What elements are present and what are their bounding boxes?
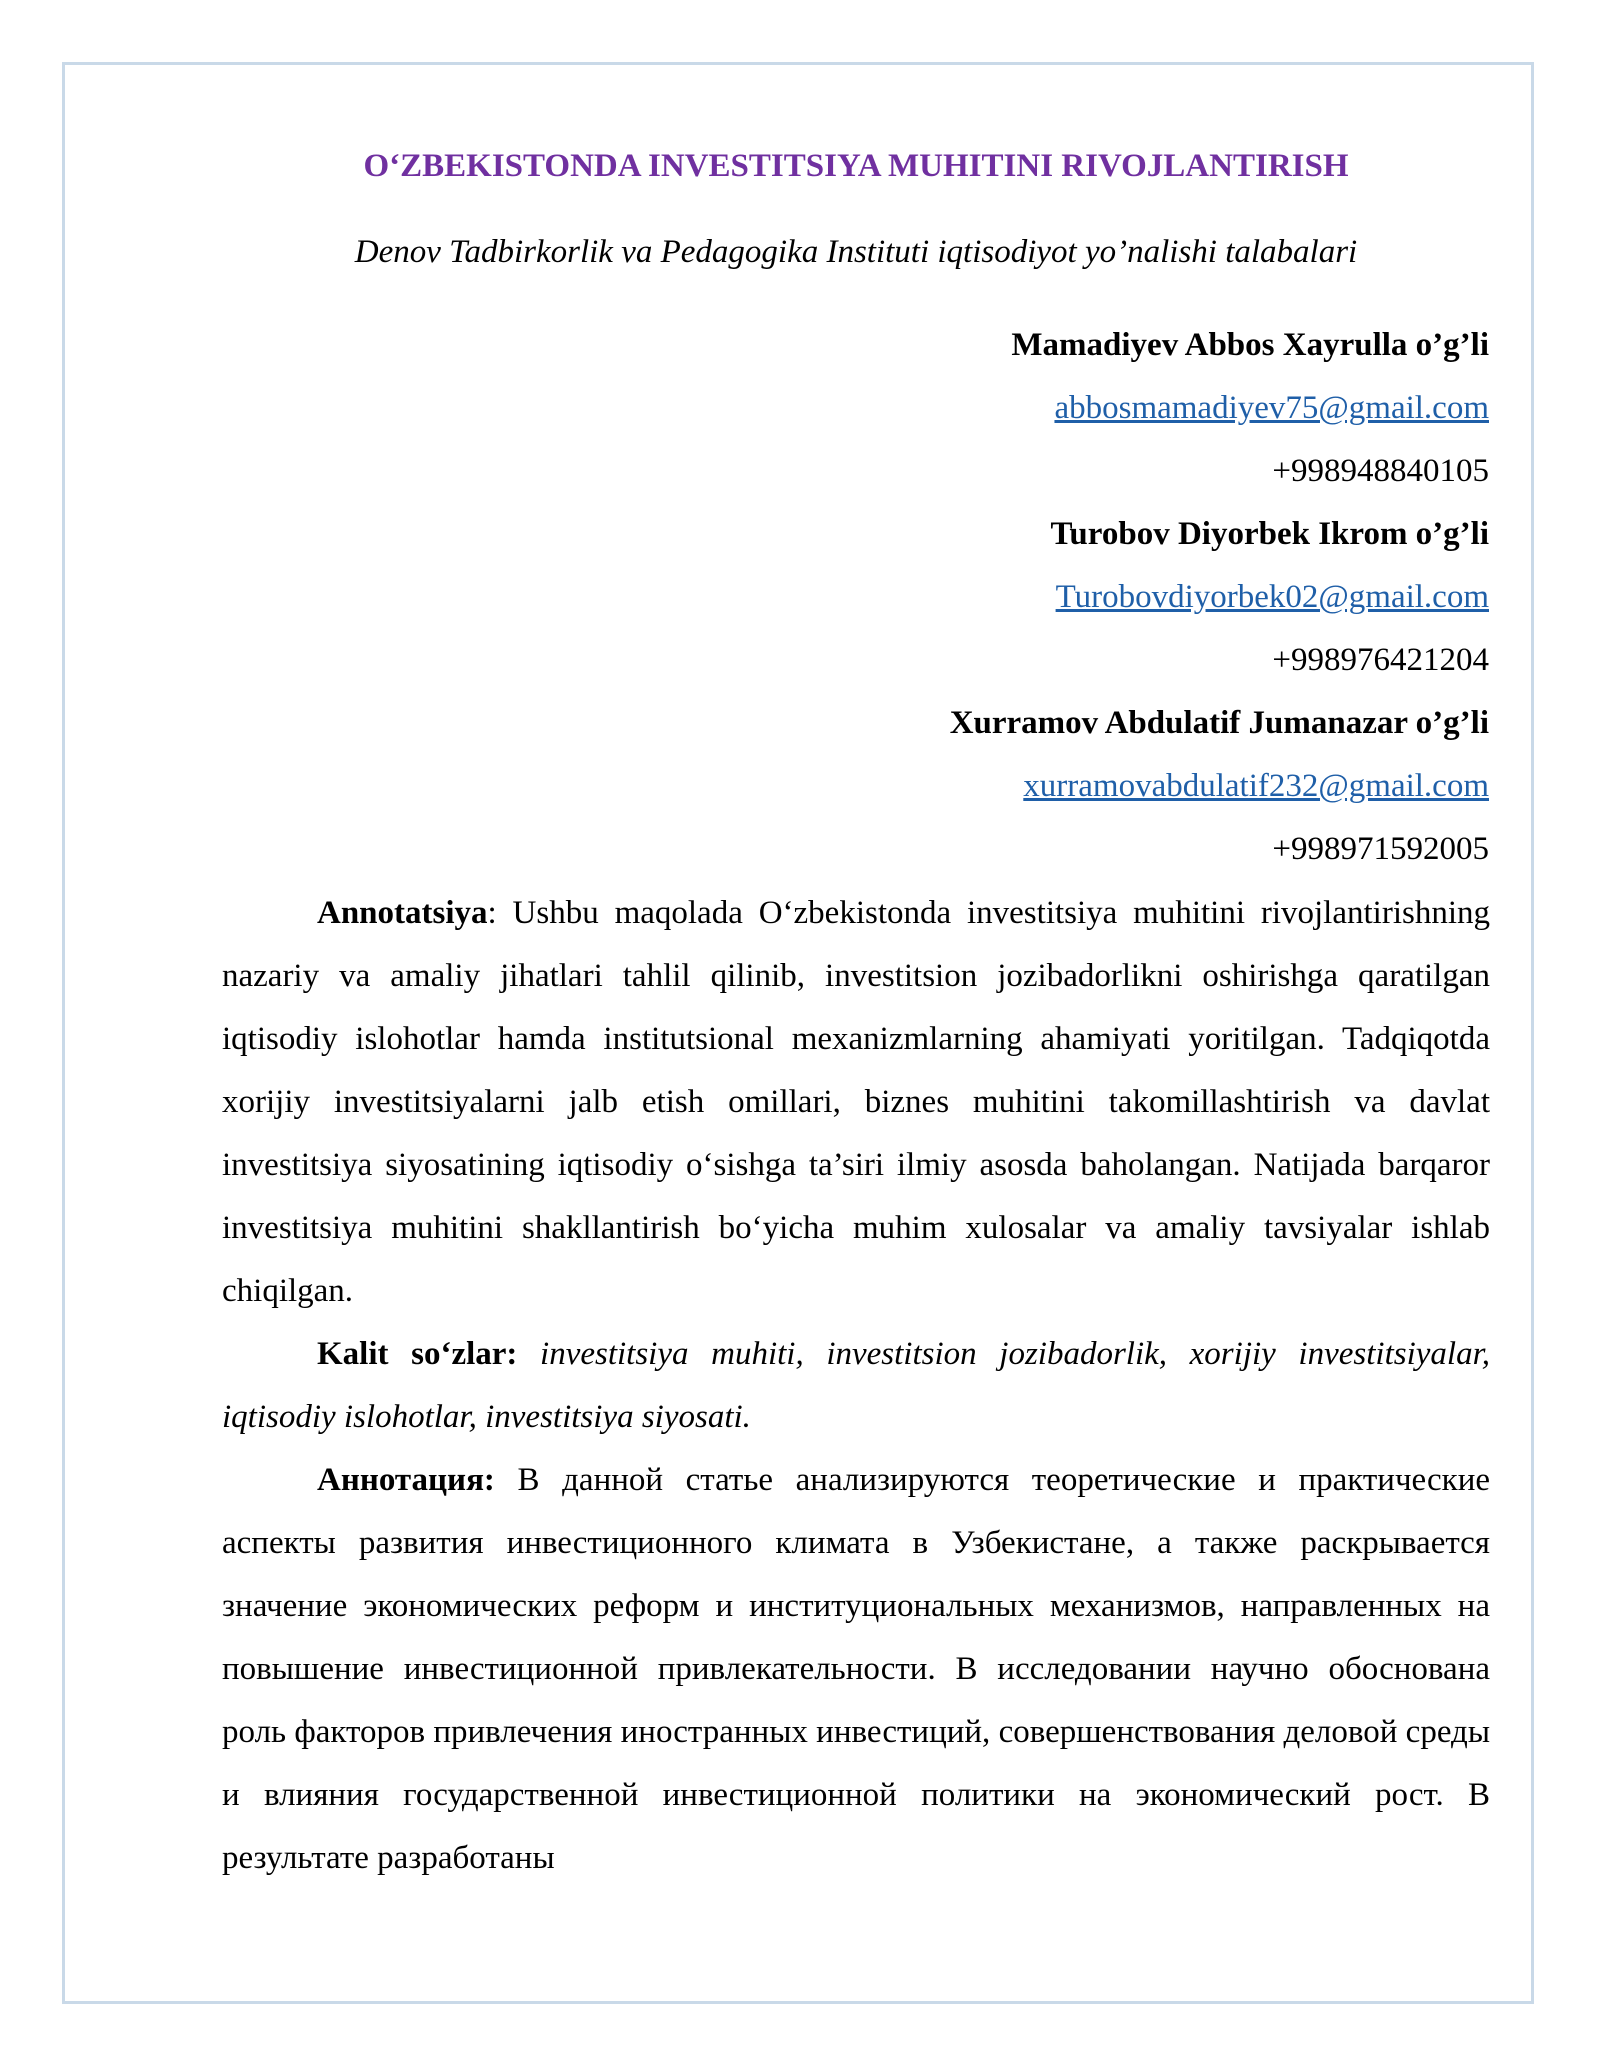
keywords-uzbek-label: Kalit so‘zlar: (317, 1336, 518, 1372)
author-list (221, 314, 1489, 881)
author-affiliation: Denov Tadbirkorlik va Pedagogika Instituti iqtisodiyot yo’nalishi talabalari (354, 234, 1358, 270)
annotation-russian (222, 1449, 1490, 1890)
author-email-link[interactable]: Turobovdiyorbek02@gmail.com (1055, 579, 1489, 615)
annotation-uzbek-text: Ushbu maqolada O‘zbekistonda investitsiya muhitini rivojlantirishning nazariy va amaliy jihatlari tahlil qilinib, investitsion jozibadorlikni oshirishga qaratilgan iqtisodiy islohotlar hamda institutsional mexanizmlarning ahamiyati yoritilgan. Tadqiqotda xorijiy investitsiyalarni jalb etish omillari, biznes muhitini takomillashtirish va davlat investitsiya siyosatining iqtisodiy o‘sishga ta’siri ilmiy asosda baholangan. Natijada barqaror investitsiya muhitini shakllantirish bo‘yicha muhim xulosalar va amaliy tavsiyalar ishlab chiqilgan. (222, 895, 1490, 1309)
annotation-uzbek-separator: : (487, 895, 497, 931)
article-title: O‘ZBEKISTONDA INVESTITSIYA MUHITINI RIVOJLANTIRISH (363, 148, 1349, 184)
annotation-uzbek-label: Annotatsiya (317, 895, 488, 931)
annotation-russian-text: В данной статье анализируются теоретические и практические аспекты развития инвестиционного климата в Узбекистане, а также раскрывается значение экономических реформ и институциональных механизмов, направленных на повышение инвестиционной привлекательности. В исследовании научно обоснована роль факторов привлечения иностранных инвестиций, совершенствования деловой среды и влияния государственной инвестиционной политики на экономический рост. В результате разработаны (222, 1462, 1490, 1876)
annotation-russian-label: Аннотация: (317, 1462, 495, 1498)
author-name: Xurramov Abdulatif Jumanazar o’g’li (949, 705, 1489, 741)
keywords-uzbek (222, 1323, 1490, 1449)
author-phone: +998976421204 (1272, 642, 1489, 678)
author-email-link[interactable]: abbosmamadiyev75@gmail.com (1054, 390, 1489, 426)
annotation-uzbek (222, 882, 1490, 1323)
author-phone: +998948840105 (1272, 453, 1489, 489)
author-name: Turobov Diyorbek Ikrom o’g’li (1050, 516, 1489, 552)
author-phone: +998971592005 (1272, 831, 1489, 867)
author-email-link[interactable]: xurramovabdulatif232@gmail.com (1023, 768, 1489, 804)
author-name: Mamadiyev Abbos Xayrulla o’g’li (1011, 327, 1489, 363)
article-body (222, 882, 1490, 1890)
keywords-uzbek-text: investitsiya muhiti, investitsion jozibadorlik, xorijiy investitsiyalar, iqtisodiy islohotlar, investitsiya siyosati. (222, 1336, 1490, 1435)
